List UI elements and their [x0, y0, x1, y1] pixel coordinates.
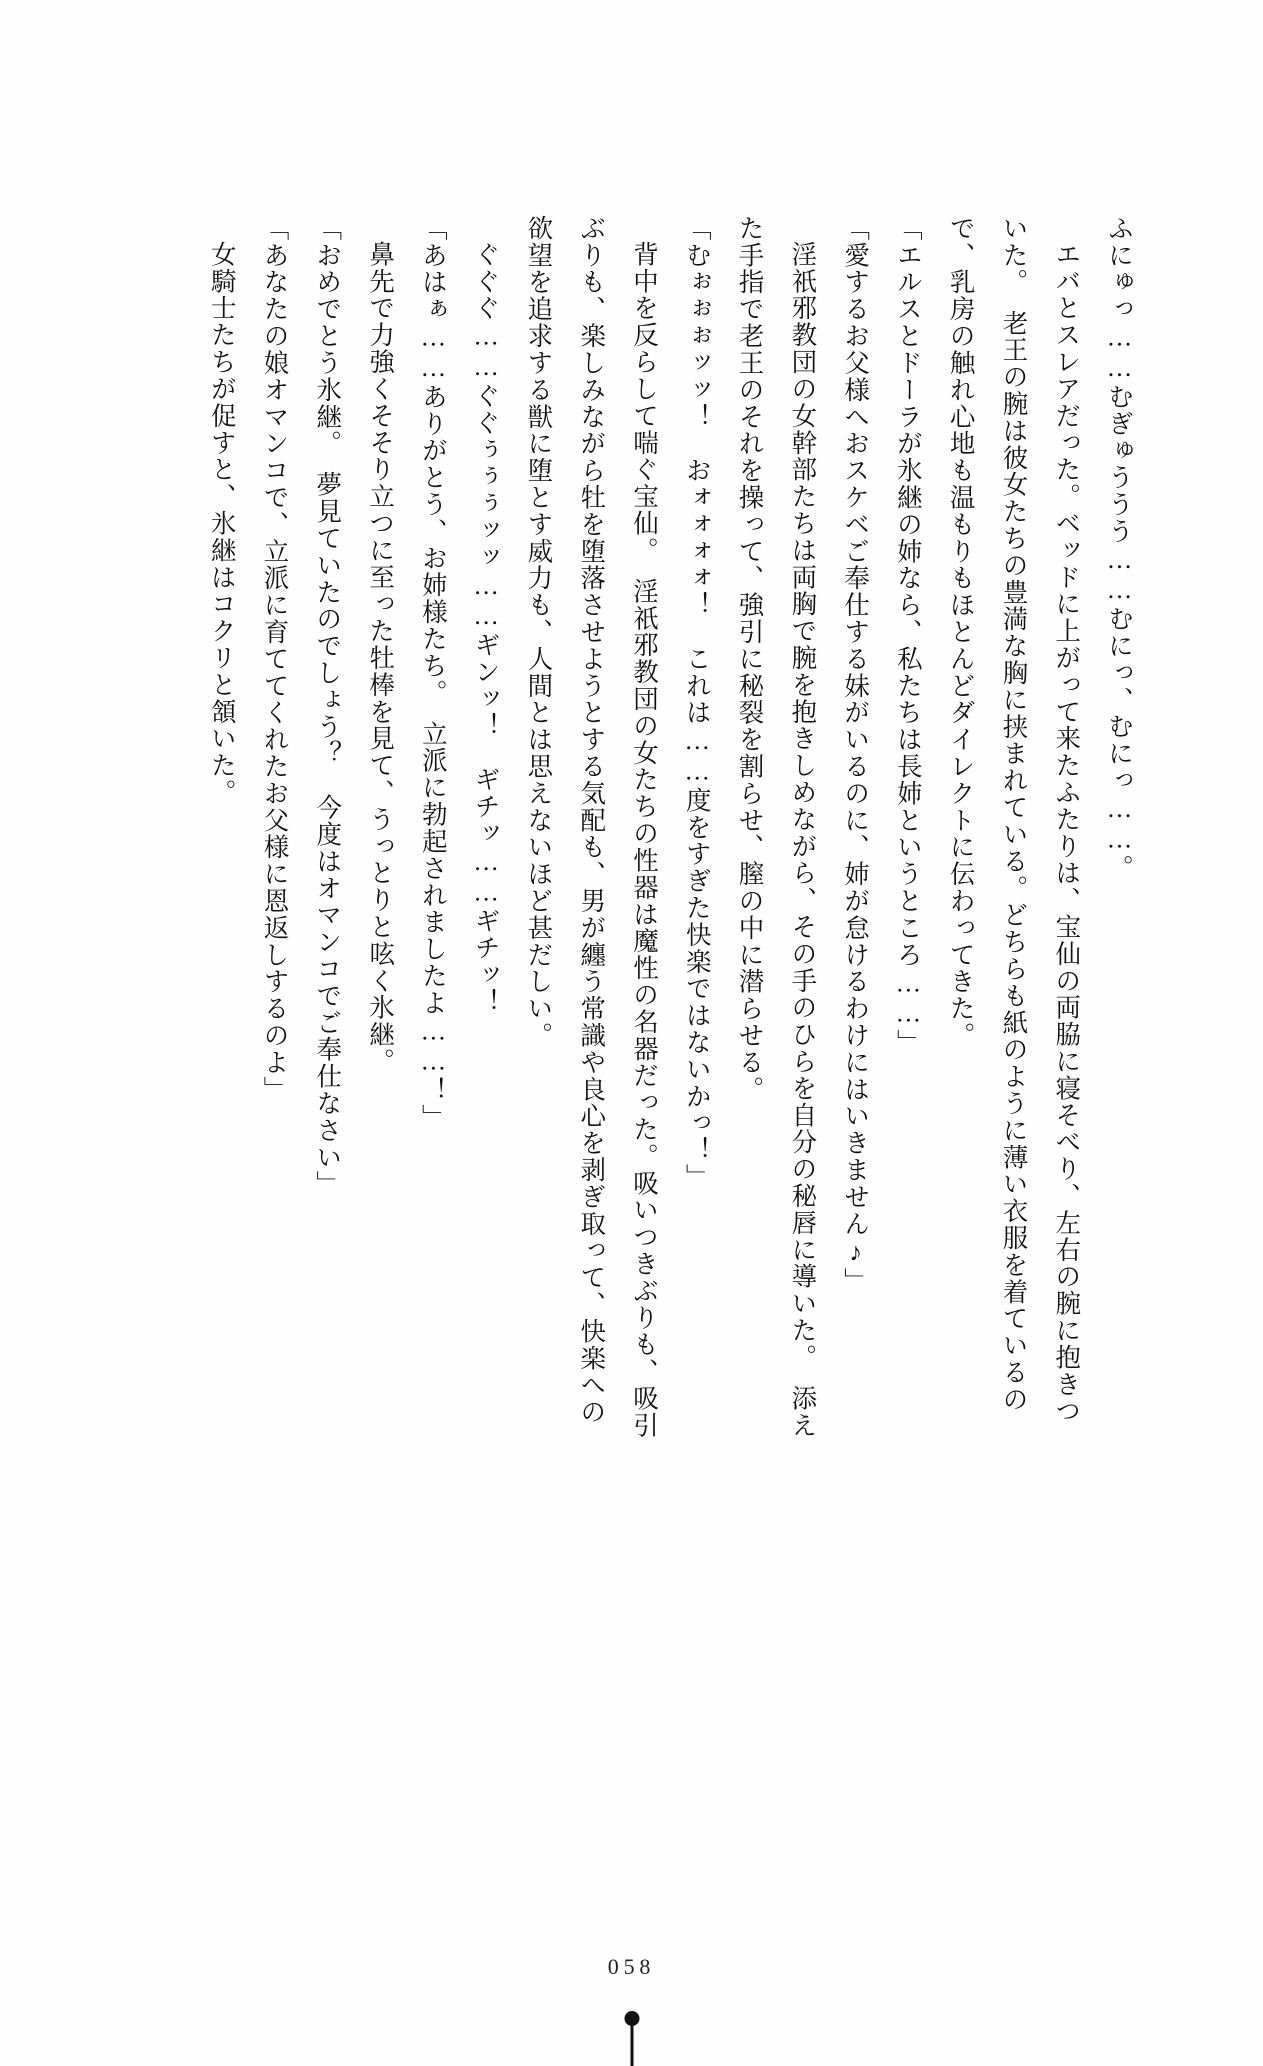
paragraph: 「おめでとう氷継。 夢見ていたのでしょう？ 今度はオマンコでご奉仕なさい」 — [313, 215, 343, 1198]
paragraph: 鼻先で力強くそそり立つに至った牡棒を見て、うっとりと呟く氷継。 — [366, 240, 396, 1075]
paragraph: 「エルスとドーラが氷継の姉なら、私たちは長姉というところ……」 — [893, 215, 923, 1056]
page-number: 058 — [607, 1954, 656, 1979]
paragraph: エバとスレアだった。ベッドに上がって来たふたりは、宝仙の両脇に寝そべり、左右の腕に抱きついた。 老王の腕は彼女たちの豊満な胸に挟まれている。どちらも紙のように薄い衣服を着ているので、乳房の触れ心地も温もりもほとんどダイレクトに伝わってきた。 — [946, 215, 1082, 1425]
paragraph: ぐぐぐ……ぐぐぅぅぅッッ……ギンッ！ ギチッ……ギチッ！ — [471, 240, 501, 1015]
paragraph: 女騎士たちが促すと、氷継はコクリと頷いた。 — [207, 240, 237, 806]
paragraph: 「愛するお父様へおスケベご奉仕する妹がいるのに、姉が怠けるわけにはいきません♪」 — [841, 215, 871, 1295]
body-text — [115, 215, 1145, 1445]
paragraph: ふにゅっ……むぎゅううう……むにっ、むにっ……。 — [1105, 215, 1134, 882]
paragraph: 背中を反らして喘ぐ宝仙。 淫祇邪教団の女たちの性器は魔性の名器だった。吸いつきぶりも、吸引ぶりも、楽しみながら牡を堕落させようとする気配も、男が纏う常識や良心を剥ぎ取って、快楽への欲望を追求する獣に堕とす威力も、人間とは思えないほど甚だしい。 — [524, 215, 659, 1439]
paragraph: 「あなたの娘オマンコで、立派に育ててくれたお父様に恩返しするのよ」 — [260, 215, 290, 1103]
spine-line-mark — [630, 2024, 633, 2066]
paragraph: 淫祇邪教団の女幹部たちは両胸で腕を抱きしめながら、その手のひらを自分の秘唇に導いた。 添えた手指で老王のそれを操って、強引に秘裂を割らせ、膣の中に潜らせる。 — [735, 215, 818, 1439]
paragraph: 「あはぁ……ありがとう、お姉様たち。 立派に勃起されましたよ……！」 — [418, 215, 448, 1131]
paragraph: 「むぉぉぉッッ！ おォォォォ！ これは……度をすぎた快楽ではないかっ！」 — [682, 215, 712, 1191]
